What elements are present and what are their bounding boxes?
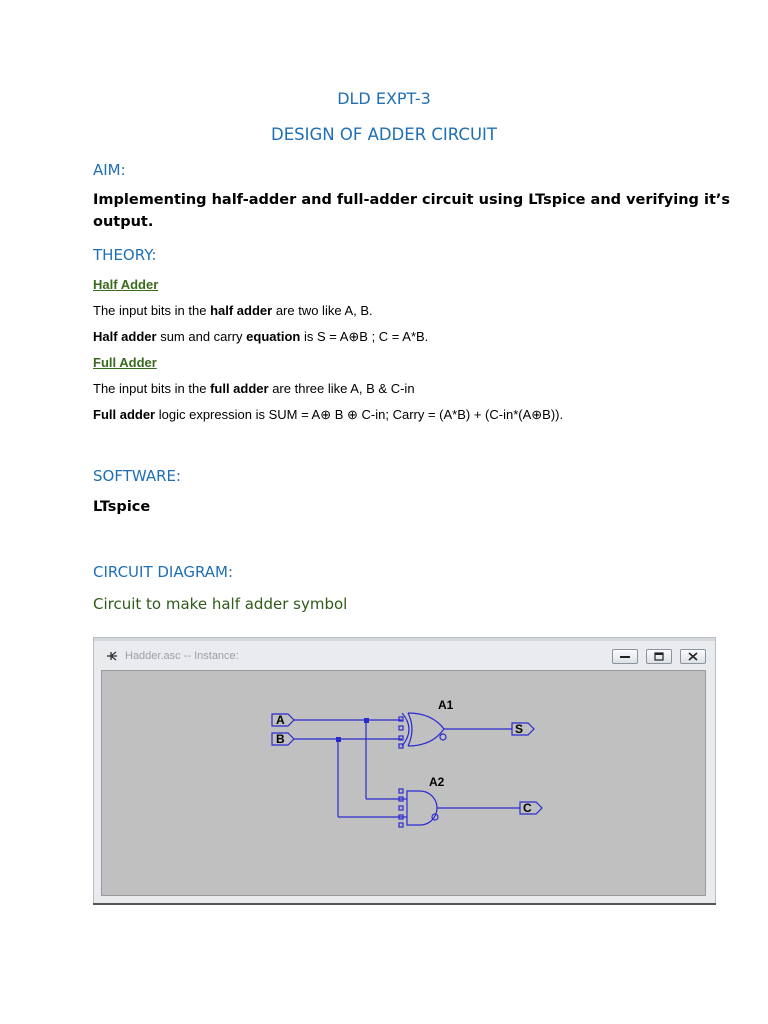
half-adder-line1-bold: half adder	[210, 303, 273, 318]
half-adder-line2-mid: sum and carry	[156, 329, 247, 344]
ltspice-schematic-icon	[105, 649, 119, 663]
document-title: DLD EXPT-3	[337, 89, 431, 108]
junction-a	[364, 718, 369, 723]
minimize-icon	[613, 650, 637, 663]
full-adder-line1-pre: The input bits in the	[93, 381, 211, 396]
half-adder-line1-pre: The input bits in the	[93, 303, 211, 318]
label-input-a: A	[276, 713, 285, 727]
half-adder-line2	[93, 329, 428, 345]
full-adder-line2-bold: Full adder	[93, 407, 156, 422]
full-adder-line1	[93, 381, 415, 396]
software-heading: SOFTWARE:	[93, 467, 182, 485]
half-adder-subheading: Half Adder	[93, 277, 159, 292]
junction-b	[336, 737, 341, 742]
half-adder-line2-bold1: Half adder	[93, 329, 157, 344]
label-output-s: S	[515, 722, 524, 736]
label-gate-a1: A1	[438, 698, 454, 712]
close-icon	[681, 650, 705, 663]
half-adder-line2-bold2: equation	[246, 329, 301, 344]
maximize-icon	[647, 650, 671, 663]
full-adder-line2	[93, 407, 563, 423]
image-bottom-border	[93, 903, 716, 905]
xor-gate-a1	[402, 713, 512, 746]
window-title: Hadder.asc -- Instance:	[125, 650, 239, 662]
maximize-button[interactable]	[646, 649, 672, 664]
half-adder-schematic	[102, 671, 705, 895]
half-adder-line1-post: are two like A, B.	[272, 303, 373, 318]
label-gate-a2: A2	[429, 775, 445, 789]
aim-text-line2: output.	[93, 214, 154, 230]
full-adder-line2-post: logic expression is SUM = A⊕ B ⊕ C-in; Carry = (A*B) + (C-in*(A⊕B)).	[155, 407, 564, 422]
full-adder-line1-bold: full adder	[210, 381, 269, 396]
schematic-canvas[interactable]	[101, 670, 706, 896]
label-output-c: C	[523, 801, 532, 815]
ltspice-schematic-window	[93, 637, 716, 905]
window-top-edge	[94, 638, 715, 641]
theory-heading: THEORY:	[93, 246, 157, 264]
software-value: LTspice	[93, 499, 151, 515]
and-gate-a2	[402, 791, 520, 825]
circuit-caption: Circuit to make half adder symbol	[93, 595, 348, 613]
minimize-button[interactable]	[612, 649, 638, 664]
full-adder-subheading: Full Adder	[93, 355, 157, 370]
window-title-bar[interactable]	[99, 646, 709, 668]
close-button[interactable]	[680, 649, 706, 664]
full-adder-line1-post: are three like A, B & C-in	[268, 381, 415, 396]
half-adder-line2-post: is S = A⊕B ; C = A*B.	[300, 329, 429, 344]
half-adder-line1	[93, 303, 373, 318]
label-input-b: B	[276, 732, 285, 746]
aim-text-line1: Implementing half-adder and full-adder circuit using LTspice and verifying it’s	[93, 192, 731, 208]
document-subtitle: DESIGN OF ADDER CIRCUIT	[271, 125, 497, 144]
aim-heading: AIM:	[93, 161, 126, 179]
circuit-heading: CIRCUIT DIAGRAM:	[93, 563, 234, 581]
